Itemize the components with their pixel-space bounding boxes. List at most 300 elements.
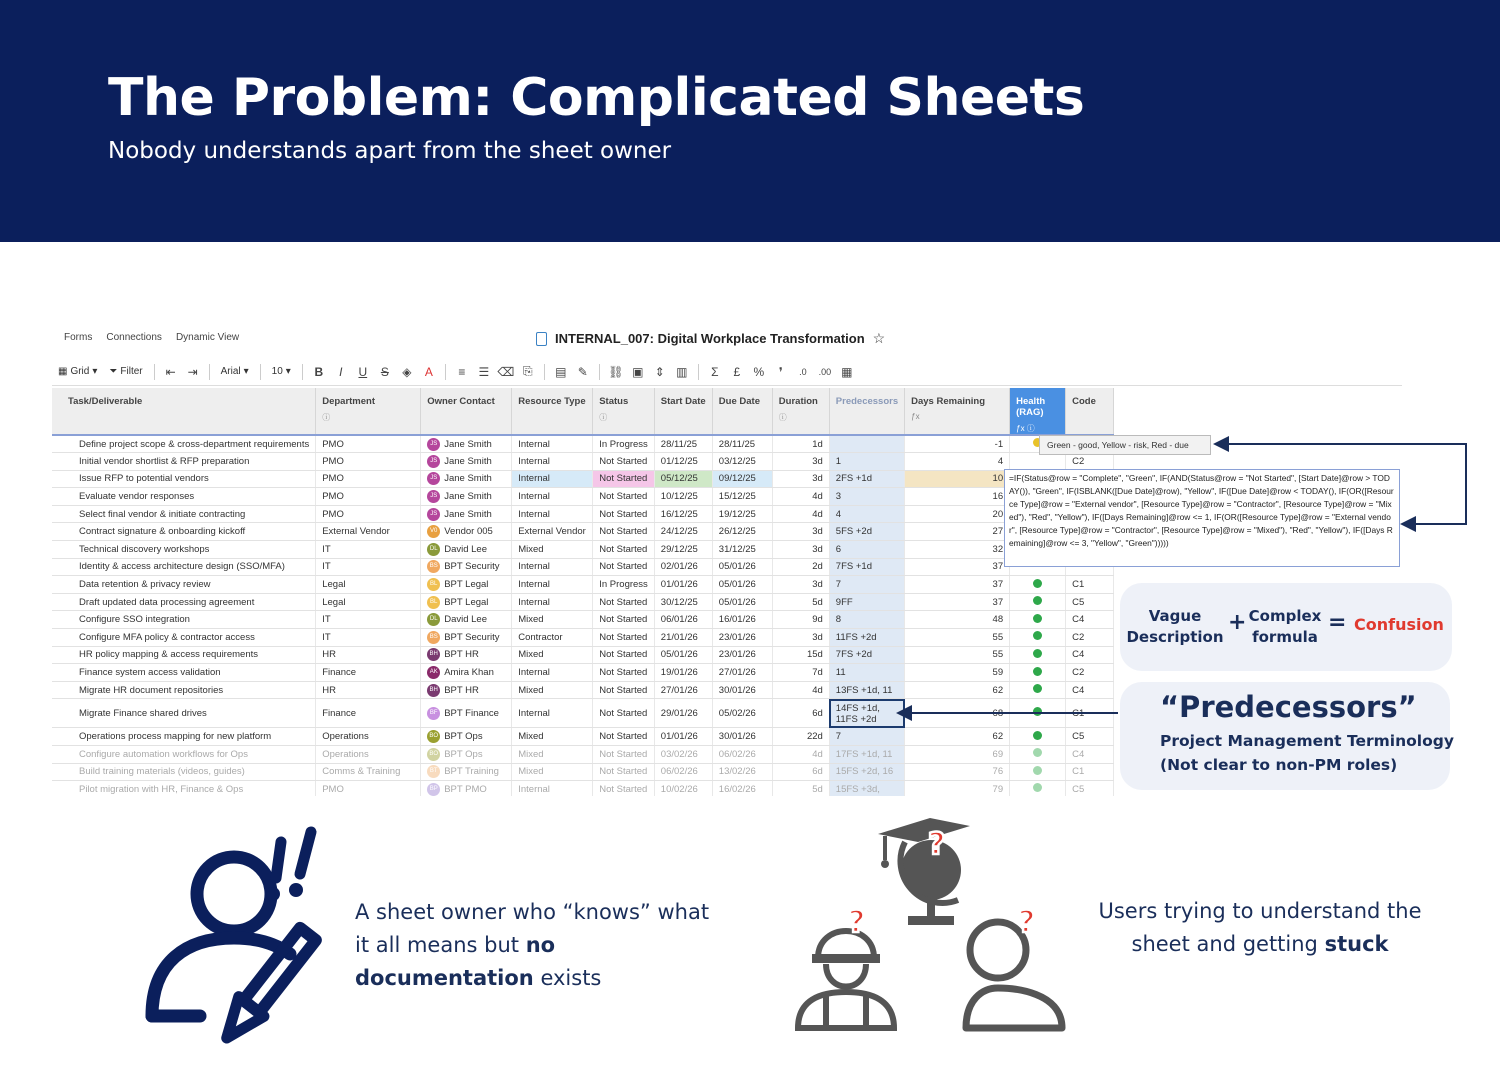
- cell-task[interactable]: Draft updated data processing agreement: [52, 593, 316, 611]
- font-size-select[interactable]: [266, 366, 297, 377]
- cell-dur[interactable]: 15d: [772, 646, 829, 664]
- cell-pred[interactable]: 7FS +1d: [829, 558, 904, 576]
- cell-dur[interactable]: 3d: [772, 541, 829, 559]
- cell-start[interactable]: 05/01/26: [654, 646, 712, 664]
- cell-dur[interactable]: 4d: [772, 488, 829, 506]
- align-icon[interactable]: ≡: [458, 364, 466, 379]
- cell-task[interactable]: Migrate Finance shared drives: [52, 699, 316, 728]
- cell-days[interactable]: 62: [905, 681, 1010, 699]
- table-row[interactable]: [52, 681, 1114, 699]
- cell-start[interactable]: 24/12/25: [654, 523, 712, 541]
- cell-code[interactable]: C4: [1066, 681, 1114, 699]
- text-color-icon[interactable]: A: [424, 364, 433, 379]
- cell-health[interactable]: [1010, 746, 1066, 764]
- cell-dur[interactable]: 1d: [772, 435, 829, 453]
- cell-due[interactable]: 03/12/25: [712, 453, 772, 471]
- italic-icon[interactable]: I: [339, 364, 343, 379]
- cell-code[interactable]: C1: [1066, 576, 1114, 594]
- cell-dur[interactable]: 2d: [772, 558, 829, 576]
- cell-days[interactable]: 20: [905, 505, 1010, 523]
- cell-status[interactable]: Not Started: [593, 699, 655, 728]
- cell-status[interactable]: Not Started: [593, 763, 655, 781]
- cell-dept[interactable]: HR: [316, 681, 421, 699]
- cell-task[interactable]: Identity & access architecture design (SSO/MFA): [52, 558, 316, 576]
- indent-icon[interactable]: ⇥: [187, 364, 198, 379]
- cell-res[interactable]: Mixed: [512, 541, 593, 559]
- cell-pred[interactable]: 1: [829, 453, 904, 471]
- cell-owner[interactable]: [421, 629, 512, 647]
- table-row[interactable]: [52, 728, 1114, 746]
- cell-dept[interactable]: PMO: [316, 453, 421, 471]
- cell-res[interactable]: Mixed: [512, 611, 593, 629]
- cell-health[interactable]: [1010, 728, 1066, 746]
- table-row[interactable]: [52, 611, 1114, 629]
- cell-days[interactable]: 37: [905, 558, 1010, 576]
- cell-health[interactable]: [1010, 763, 1066, 781]
- column-header[interactable]: [1010, 388, 1066, 435]
- cell-days[interactable]: 68: [905, 699, 1010, 728]
- cell-pred[interactable]: 5FS +2d: [829, 523, 904, 541]
- table-row[interactable]: [52, 763, 1114, 781]
- cell-dept[interactable]: Operations: [316, 728, 421, 746]
- formula-icon[interactable]: ƒx ⓘ: [1016, 424, 1035, 433]
- cell-code[interactable]: C1: [1066, 763, 1114, 781]
- cell-owner[interactable]: [421, 488, 512, 506]
- cell-dur[interactable]: 4d: [772, 746, 829, 764]
- cell-task[interactable]: Build training materials (videos, guides): [52, 763, 316, 781]
- image-icon[interactable]: ▣: [632, 364, 644, 379]
- cell-code[interactable]: C4: [1066, 646, 1114, 664]
- cell-start[interactable]: 01/01/26: [654, 576, 712, 594]
- info-icon[interactable]: ⓘ: [322, 413, 331, 422]
- cell-dept[interactable]: PMO: [316, 435, 421, 453]
- cell-health[interactable]: [1010, 611, 1066, 629]
- info-icon[interactable]: ⓘ: [778, 413, 787, 422]
- column-header[interactable]: Due Date: [712, 388, 772, 435]
- cell-status[interactable]: In Progress: [593, 576, 655, 594]
- cell-health[interactable]: [1010, 699, 1066, 728]
- cell-task[interactable]: Contract signature & onboarding kickoff: [52, 523, 316, 541]
- cell-days[interactable]: 37: [905, 576, 1010, 594]
- cell-dur[interactable]: 6d: [772, 763, 829, 781]
- cell-dur[interactable]: 6d: [772, 699, 829, 728]
- cell-status[interactable]: Not Started: [593, 593, 655, 611]
- clear-format-icon[interactable]: ⌫: [497, 364, 515, 379]
- cell-task[interactable]: Initial vendor shortlist & RFP preparation: [52, 453, 316, 471]
- cell-owner[interactable]: [421, 558, 512, 576]
- sheet-owner-icon: [138, 812, 338, 1057]
- column-header[interactable]: Start Date: [654, 388, 712, 435]
- cell-task[interactable]: Select final vendor & initiate contracting: [52, 505, 316, 523]
- table-row[interactable]: [52, 664, 1114, 682]
- cell-start[interactable]: 02/01/26: [654, 558, 712, 576]
- cell-pred[interactable]: 14FS +1d, 11FS +2d: [829, 699, 904, 728]
- cell-start[interactable]: 16/12/25: [654, 505, 712, 523]
- cell-dept[interactable]: Legal: [316, 576, 421, 594]
- cell-code[interactable]: C5: [1066, 728, 1114, 746]
- cell-health[interactable]: [1010, 781, 1066, 796]
- cell-dur[interactable]: 4d: [772, 681, 829, 699]
- filter-button[interactable]: [103, 366, 148, 377]
- grid-view-button[interactable]: [52, 366, 103, 377]
- cell-res[interactable]: External Vendor: [512, 523, 593, 541]
- table-row[interactable]: [52, 629, 1114, 647]
- font-select[interactable]: [215, 366, 255, 377]
- cell-pred[interactable]: 15FS +2d, 16: [829, 763, 904, 781]
- cell-due[interactable]: 26/12/25: [712, 523, 772, 541]
- cell-status[interactable]: Not Started: [593, 541, 655, 559]
- cell-status[interactable]: Not Started: [593, 470, 655, 488]
- cell-task[interactable]: Data retention & privacy review: [52, 576, 316, 594]
- cell-dur[interactable]: 22d: [772, 728, 829, 746]
- cell-start[interactable]: 19/01/26: [654, 664, 712, 682]
- cell-status[interactable]: In Progress: [593, 435, 655, 453]
- cell-res[interactable]: Internal: [512, 576, 593, 594]
- cell-days[interactable]: 59: [905, 664, 1010, 682]
- cell-owner[interactable]: [421, 593, 512, 611]
- cell-code[interactable]: C2: [1066, 629, 1114, 647]
- highlight-icon[interactable]: ✎: [577, 364, 588, 379]
- cell-task[interactable]: Operations process mapping for new platform: [52, 728, 316, 746]
- cell-start[interactable]: 01/12/25: [654, 453, 712, 471]
- cell-days[interactable]: 32: [905, 541, 1010, 559]
- cell-res[interactable]: Internal: [512, 470, 593, 488]
- cell-due[interactable]: 05/01/26: [712, 558, 772, 576]
- cell-status[interactable]: Not Started: [593, 681, 655, 699]
- cell-dur[interactable]: 3d: [772, 576, 829, 594]
- cell-dept[interactable]: HR: [316, 646, 421, 664]
- cell-res[interactable]: Internal: [512, 781, 593, 796]
- cell-dur[interactable]: 5d: [772, 781, 829, 796]
- cell-res[interactable]: Mixed: [512, 728, 593, 746]
- cell-owner[interactable]: [421, 646, 512, 664]
- cell-health[interactable]: [1010, 681, 1066, 699]
- table-row[interactable]: [52, 523, 1114, 541]
- cell-status[interactable]: Not Started: [593, 664, 655, 682]
- cell-start[interactable]: 06/02/26: [654, 763, 712, 781]
- increase-decimal-icon[interactable]: .00: [818, 366, 832, 377]
- cell-due[interactable]: 23/01/26: [712, 629, 772, 647]
- cell-pred[interactable]: 7: [829, 728, 904, 746]
- cell-pred[interactable]: 6: [829, 541, 904, 559]
- cell-start[interactable]: 10/02/26: [654, 781, 712, 796]
- cell-due[interactable]: 23/01/26: [712, 646, 772, 664]
- cell-task[interactable]: Define project scope & cross-department requirements: [52, 435, 316, 453]
- cell-dept[interactable]: PMO: [316, 470, 421, 488]
- cell-dur[interactable]: 3d: [772, 453, 829, 471]
- strikethrough-icon[interactable]: S: [380, 364, 389, 379]
- cell-pred[interactable]: 9FF: [829, 593, 904, 611]
- column-header[interactable]: Task/Deliverable: [52, 388, 316, 435]
- cell-code[interactable]: C2: [1066, 453, 1114, 471]
- percent-icon[interactable]: %: [753, 364, 765, 379]
- cell-dept[interactable]: Comms & Training: [316, 763, 421, 781]
- cell-dept[interactable]: Legal: [316, 593, 421, 611]
- cell-dur[interactable]: 3d: [772, 629, 829, 647]
- cell-dept[interactable]: IT: [316, 541, 421, 559]
- cell-due[interactable]: 09/12/25: [712, 470, 772, 488]
- cell-dept[interactable]: PMO: [316, 781, 421, 796]
- cell-res[interactable]: Internal: [512, 593, 593, 611]
- cell-days[interactable]: 69: [905, 746, 1010, 764]
- cell-pred[interactable]: [829, 435, 904, 453]
- column-header[interactable]: [772, 388, 829, 435]
- cell-owner[interactable]: [421, 435, 512, 453]
- cell-pred[interactable]: 7FS +2d: [829, 646, 904, 664]
- cell-health[interactable]: [1010, 664, 1066, 682]
- cell-days[interactable]: 55: [905, 629, 1010, 647]
- cell-status[interactable]: Not Started: [593, 453, 655, 471]
- cell-res[interactable]: Internal: [512, 699, 593, 728]
- bold-icon[interactable]: B: [314, 364, 324, 379]
- cell-code[interactable]: C4: [1066, 746, 1114, 764]
- cell-pred[interactable]: 7: [829, 576, 904, 594]
- cell-task[interactable]: Migrate HR document repositories: [52, 681, 316, 699]
- tab-forms[interactable]: Forms: [64, 332, 93, 343]
- freeze-icon[interactable]: ▥: [676, 364, 688, 379]
- table-row[interactable]: [52, 488, 1114, 506]
- cell-task[interactable]: HR policy mapping & access requirements: [52, 646, 316, 664]
- cell-health[interactable]: [1010, 629, 1066, 647]
- cell-days[interactable]: 37: [905, 593, 1010, 611]
- table-row[interactable]: [52, 435, 1114, 453]
- table-icon[interactable]: ▤: [555, 364, 567, 379]
- cell-task[interactable]: Finance system access validation: [52, 664, 316, 682]
- cell-start[interactable]: 06/01/26: [654, 611, 712, 629]
- cell-dept[interactable]: IT: [316, 558, 421, 576]
- link-icon[interactable]: ⛓: [608, 364, 624, 379]
- cell-res[interactable]: Contractor: [512, 629, 593, 647]
- table-row[interactable]: [52, 746, 1114, 764]
- cell-res[interactable]: Internal: [512, 505, 593, 523]
- cell-dept[interactable]: IT: [316, 611, 421, 629]
- underline-icon[interactable]: U: [358, 364, 368, 379]
- cell-pred[interactable]: 11: [829, 664, 904, 682]
- star-icon[interactable]: ☆: [872, 330, 886, 346]
- tab-connections[interactable]: Connections: [106, 332, 162, 343]
- cell-start[interactable]: 28/11/25: [654, 435, 712, 453]
- cell-days[interactable]: 62: [905, 728, 1010, 746]
- cell-pred[interactable]: 8: [829, 611, 904, 629]
- cell-dur[interactable]: 7d: [772, 664, 829, 682]
- cell-task[interactable]: Pilot migration with HR, Finance & Ops: [52, 781, 316, 796]
- column-header[interactable]: Code: [1066, 388, 1114, 435]
- cell-status[interactable]: Not Started: [593, 746, 655, 764]
- cell-due[interactable]: 30/01/26: [712, 728, 772, 746]
- cell-code[interactable]: C5: [1066, 781, 1114, 796]
- cell-owner[interactable]: [421, 453, 512, 471]
- cell-due[interactable]: 05/01/26: [712, 593, 772, 611]
- cell-start[interactable]: 30/12/25: [654, 593, 712, 611]
- column-header[interactable]: Predecessors: [829, 388, 904, 435]
- cell-days[interactable]: 10: [905, 470, 1010, 488]
- cell-owner[interactable]: [421, 746, 512, 764]
- cell-res[interactable]: Mixed: [512, 763, 593, 781]
- cell-health[interactable]: [1010, 453, 1066, 471]
- cell-res[interactable]: Internal: [512, 435, 593, 453]
- cell-start[interactable]: 10/12/25: [654, 488, 712, 506]
- formula-editor[interactable]: =IF(Status@row = "Complete", "Green", IF(AND(Status@row = "Not Started", [Start Date]@row > TODAY()), "Green", IF(ISBLANK([Due Date]@row), "Yellow", IF([Due Date]@row < TODAY(), IF(OR([Resource Type]@row = "External vendor", [Resource Type]@row = "Contractor", [Resource Type]@row = "Mixed"), "Red", "Yellow"), IF([Days Remaining]@row <= 1, IF(OR([Resource Type]@row = "External vendor", [Resource Type]@row = "Contractor", [Resource Type]@row = "Mixed"), "Red", "Yellow"), IF([Days Remaining]@row <= 3, "Yellow", "Green"))))): [1004, 469, 1400, 567]
- fill-color-icon[interactable]: ◈: [402, 364, 412, 379]
- cell-health[interactable]: [1010, 646, 1066, 664]
- cell-res[interactable]: Internal: [512, 558, 593, 576]
- table-row[interactable]: [52, 558, 1114, 576]
- table-row[interactable]: [52, 593, 1114, 611]
- cell-code[interactable]: C1: [1066, 699, 1114, 728]
- cell-pred[interactable]: 2FS +1d: [829, 470, 904, 488]
- cell-pred[interactable]: 4: [829, 505, 904, 523]
- cell-res[interactable]: Internal: [512, 488, 593, 506]
- cell-due[interactable]: 19/12/25: [712, 505, 772, 523]
- cell-days[interactable]: 27: [905, 523, 1010, 541]
- cell-health[interactable]: [1010, 576, 1066, 594]
- cell-task[interactable]: Evaluate vendor responses: [52, 488, 316, 506]
- cell-status[interactable]: Not Started: [593, 611, 655, 629]
- cell-start[interactable]: 01/01/26: [654, 728, 712, 746]
- sum-icon[interactable]: Σ: [711, 364, 719, 379]
- cell-status[interactable]: Not Started: [593, 505, 655, 523]
- cell-due[interactable]: 13/02/26: [712, 763, 772, 781]
- cell-due[interactable]: 05/02/26: [712, 699, 772, 728]
- table-row[interactable]: [52, 646, 1114, 664]
- cell-days[interactable]: 48: [905, 611, 1010, 629]
- wrap-icon[interactable]: ☰: [478, 364, 490, 379]
- cell-dur[interactable]: 9d: [772, 611, 829, 629]
- cell-owner[interactable]: [421, 576, 512, 594]
- table-row[interactable]: [52, 576, 1114, 594]
- cell-due[interactable]: 31/12/25: [712, 541, 772, 559]
- thousands-icon[interactable]: ❜: [778, 364, 783, 379]
- cell-dept[interactable]: Finance: [316, 664, 421, 682]
- cell-owner[interactable]: [421, 681, 512, 699]
- decrease-decimal-icon[interactable]: .0: [799, 366, 807, 377]
- table-row[interactable]: [52, 541, 1114, 559]
- cell-owner[interactable]: [421, 664, 512, 682]
- cell-days[interactable]: -1: [905, 435, 1010, 453]
- cell-start[interactable]: 21/01/26: [654, 629, 712, 647]
- cell-task[interactable]: Technical discovery workshops: [52, 541, 316, 559]
- cell-status[interactable]: Not Started: [593, 646, 655, 664]
- predecessors-line2: (Not clear to non-PM roles): [1160, 756, 1398, 774]
- table-row[interactable]: [52, 781, 1114, 796]
- cell-dept[interactable]: Finance: [316, 699, 421, 728]
- cell-res[interactable]: Mixed: [512, 681, 593, 699]
- cell-owner[interactable]: [421, 523, 512, 541]
- table-row[interactable]: [52, 470, 1114, 488]
- cell-start[interactable]: 29/01/26: [654, 699, 712, 728]
- cell-due[interactable]: 15/12/25: [712, 488, 772, 506]
- cell-res[interactable]: Mixed: [512, 646, 593, 664]
- cell-dept[interactable]: PMO: [316, 505, 421, 523]
- cell-due[interactable]: 28/11/25: [712, 435, 772, 453]
- cell-status[interactable]: Not Started: [593, 781, 655, 796]
- cell-dur[interactable]: 4d: [772, 505, 829, 523]
- column-header[interactable]: [316, 388, 421, 435]
- outdent-icon[interactable]: ⇤: [165, 364, 176, 379]
- cell-start[interactable]: 05/12/25: [654, 470, 712, 488]
- cell-days[interactable]: 16: [905, 488, 1010, 506]
- cell-status[interactable]: Not Started: [593, 523, 655, 541]
- column-header[interactable]: [905, 388, 1010, 435]
- cell-due[interactable]: 30/01/26: [712, 681, 772, 699]
- cell-owner[interactable]: [421, 541, 512, 559]
- cell-dur[interactable]: 3d: [772, 523, 829, 541]
- cell-pred[interactable]: 13FS +1d, 11: [829, 681, 904, 699]
- row-height-icon[interactable]: ⇕: [654, 364, 665, 379]
- cell-dur[interactable]: 5d: [772, 593, 829, 611]
- cell-days[interactable]: 76: [905, 763, 1010, 781]
- cell-owner[interactable]: [421, 699, 512, 728]
- cell-code[interactable]: C4: [1066, 611, 1114, 629]
- calendar-icon[interactable]: ▦: [841, 364, 853, 379]
- cell-due[interactable]: 06/02/26: [712, 746, 772, 764]
- format-painter-icon[interactable]: ⎘: [523, 364, 533, 378]
- cell-dept[interactable]: PMO: [316, 488, 421, 506]
- tab-dynamic-view[interactable]: Dynamic View: [175, 332, 240, 343]
- cell-res[interactable]: Mixed: [512, 746, 593, 764]
- cell-health[interactable]: [1010, 593, 1066, 611]
- cell-owner[interactable]: [421, 763, 512, 781]
- cell-due[interactable]: 05/01/26: [712, 576, 772, 594]
- cell-task[interactable]: Issue RFP to potential vendors: [52, 470, 316, 488]
- cell-owner[interactable]: [421, 611, 512, 629]
- cell-status[interactable]: Not Started: [593, 488, 655, 506]
- cell-start[interactable]: 03/02/26: [654, 746, 712, 764]
- cell-owner[interactable]: [421, 505, 512, 523]
- cell-dept[interactable]: Operations: [316, 746, 421, 764]
- column-header[interactable]: [593, 388, 655, 435]
- cell-status[interactable]: Not Started: [593, 558, 655, 576]
- column-header[interactable]: Owner Contact: [421, 388, 512, 435]
- avatar: BO: [427, 748, 440, 761]
- cell-owner[interactable]: [421, 728, 512, 746]
- cell-status[interactable]: Not Started: [593, 728, 655, 746]
- cell-days[interactable]: 55: [905, 646, 1010, 664]
- cell-dept[interactable]: External Vendor: [316, 523, 421, 541]
- cell-code[interactable]: C5: [1066, 593, 1114, 611]
- info-icon[interactable]: ⓘ: [599, 413, 608, 422]
- table-row[interactable]: [52, 505, 1114, 523]
- cell-days[interactable]: 79: [905, 781, 1010, 796]
- cell-owner[interactable]: [421, 470, 512, 488]
- formula-icon[interactable]: ƒx: [911, 412, 920, 421]
- currency-icon[interactable]: £: [733, 364, 741, 379]
- cell-res[interactable]: Internal: [512, 664, 593, 682]
- cell-start[interactable]: 27/01/26: [654, 681, 712, 699]
- cell-dept[interactable]: IT: [316, 629, 421, 647]
- cell-days[interactable]: 4: [905, 453, 1010, 471]
- cell-code[interactable]: C2: [1066, 664, 1114, 682]
- cell-pred[interactable]: 11FS +2d: [829, 629, 904, 647]
- cell-pred[interactable]: 17FS +1d, 11: [829, 746, 904, 764]
- cell-pred[interactable]: 15FS +3d,: [829, 781, 904, 796]
- cell-dur[interactable]: 3d: [772, 470, 829, 488]
- cell-res[interactable]: Internal: [512, 453, 593, 471]
- cell-status[interactable]: Not Started: [593, 629, 655, 647]
- cell-due[interactable]: 27/01/26: [712, 664, 772, 682]
- table-row[interactable]: [52, 453, 1114, 471]
- cell-task[interactable]: Configure MFA policy & contractor access: [52, 629, 316, 647]
- cell-owner[interactable]: [421, 781, 512, 796]
- cell-pred[interactable]: 3: [829, 488, 904, 506]
- column-header[interactable]: Resource Type: [512, 388, 593, 435]
- cell-due[interactable]: 16/02/26: [712, 781, 772, 796]
- cell-due[interactable]: 16/01/26: [712, 611, 772, 629]
- cell-task[interactable]: Configure SSO integration: [52, 611, 316, 629]
- cell-task[interactable]: Configure automation workflows for Ops: [52, 746, 316, 764]
- table-row[interactable]: [52, 699, 1114, 728]
- cell-start[interactable]: 29/12/25: [654, 541, 712, 559]
